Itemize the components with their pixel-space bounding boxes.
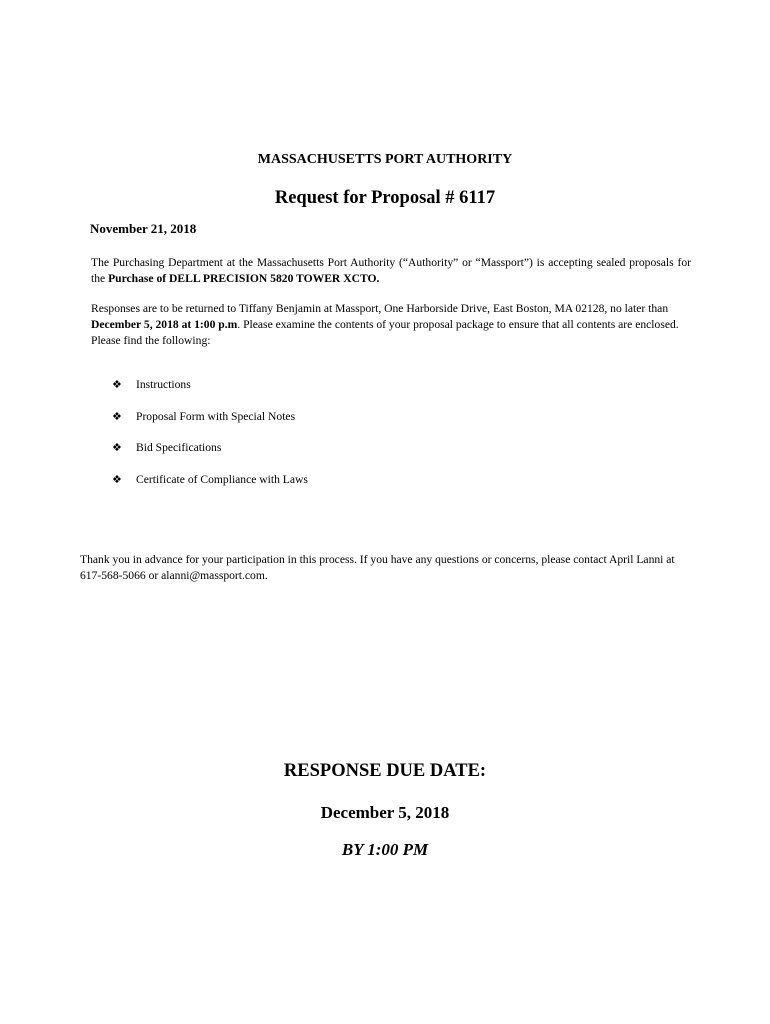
agency-name: MASSACHUSETTS PORT AUTHORITY bbox=[257, 152, 513, 167]
diamond-bullet-icon: ❖ bbox=[112, 378, 122, 391]
intro-text: The Purchasing Department at the Massachusetts Port Authority (“Authority” or “Massport”) is accepting sealed proposals for the bbox=[91, 256, 691, 285]
package-contents-list bbox=[112, 376, 308, 503]
due-time: BY 1:00 PM bbox=[341, 840, 429, 859]
list-item-label: Instructions bbox=[136, 378, 191, 391]
list-item bbox=[112, 439, 308, 471]
list-item-label: Proposal Form with Special Notes bbox=[136, 409, 296, 423]
response-text: Responses are to be returned to Tiffany Benjamin at Massport, One Harborside Drive, East Boston, MA 02128, no later than bbox=[91, 302, 669, 315]
issue-date: November 21, 2018 bbox=[90, 221, 197, 236]
due-date-heading: RESPONSE DUE DATE: bbox=[283, 761, 487, 781]
list-item bbox=[112, 471, 308, 503]
response-paragraph bbox=[91, 301, 691, 349]
diamond-bullet-icon: ❖ bbox=[112, 473, 122, 487]
list-item bbox=[112, 376, 308, 408]
diamond-bullet-icon: ❖ bbox=[112, 409, 122, 423]
list-item-label: Certificate of Compliance with Laws bbox=[136, 473, 308, 487]
list-item-label: Bid Specifications bbox=[136, 441, 222, 455]
closing-paragraph: Thank you in advance for your participation in this process. If you have any questions or concerns, please contact April Lanni at 617-568-5066 or alanni@massport.com. bbox=[80, 553, 675, 582]
intro-paragraph bbox=[91, 255, 691, 287]
response-deadline: December 5, 2018 at 1:00 p.m bbox=[91, 318, 238, 331]
due-date: December 5, 2018 bbox=[320, 803, 450, 822]
list-item bbox=[112, 408, 308, 440]
intro-purchase-item: Purchase of DELL PRECISION 5820 TOWER XCTO. bbox=[108, 272, 380, 285]
response-text-after: . Please examine the contents of your proposal package to ensure that all contents are enclosed. Please find the following: bbox=[91, 318, 679, 347]
diamond-bullet-icon: ❖ bbox=[112, 441, 122, 455]
rfp-title: Request for Proposal # 6117 bbox=[274, 188, 496, 208]
